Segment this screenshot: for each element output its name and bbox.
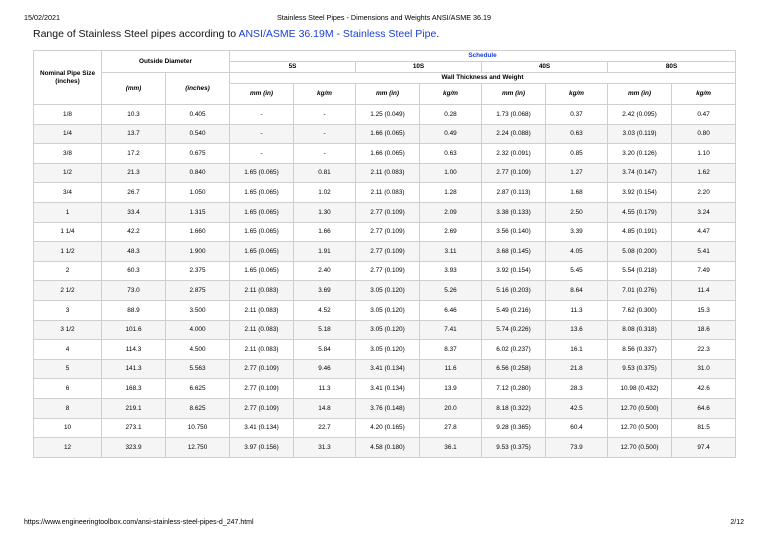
cell-w10: 1.28 xyxy=(420,183,482,203)
cell-t5: 1.65 (0.065) xyxy=(230,261,294,281)
cell-w40: 73.9 xyxy=(546,438,608,458)
cell-w5: 0.81 xyxy=(294,163,356,183)
cell-t40: 1.73 (0.068) xyxy=(482,105,546,125)
standard-link[interactable]: ANSI/ASME 36.19M - Stainless Steel Pipe xyxy=(238,28,437,40)
cell-in: 0.840 xyxy=(166,163,230,183)
cell-w80: 4.47 xyxy=(672,222,736,242)
schedule-40s: 40S xyxy=(482,62,608,73)
col-5s-thickness: mm (in) xyxy=(230,84,294,105)
cell-mm: 48.3 xyxy=(102,242,166,262)
cell-t10: 4.58 (0.180) xyxy=(356,438,420,458)
cell-w80: 0.80 xyxy=(672,124,736,144)
cell-w5: - xyxy=(294,124,356,144)
cell-in: 4.000 xyxy=(166,320,230,340)
cell-w5: 5.18 xyxy=(294,320,356,340)
cell-nps: 1/2 xyxy=(34,163,102,183)
cell-t40: 3.68 (0.145) xyxy=(482,242,546,262)
table-row xyxy=(34,281,736,301)
cell-mm: 101.6 xyxy=(102,320,166,340)
cell-t80: 12.70 (0.500) xyxy=(608,438,672,458)
cell-w40: 0.85 xyxy=(546,144,608,164)
cell-mm: 10.3 xyxy=(102,105,166,125)
cell-w5: 1.91 xyxy=(294,242,356,262)
cell-w10: 0.28 xyxy=(420,105,482,125)
cell-nps: 12 xyxy=(34,438,102,458)
cell-w10: 7.41 xyxy=(420,320,482,340)
col-40s-weight: kg/m xyxy=(546,84,608,105)
cell-t80: 3.20 (0.126) xyxy=(608,144,672,164)
cell-t40: 2.32 (0.091) xyxy=(482,144,546,164)
cell-in: 0.405 xyxy=(166,105,230,125)
cell-w10: 0.49 xyxy=(420,124,482,144)
cell-nps: 1/4 xyxy=(34,124,102,144)
table-row xyxy=(34,124,736,144)
cell-t5: 2.77 (0.109) xyxy=(230,379,294,399)
cell-t40: 2.87 (0.113) xyxy=(482,183,546,203)
cell-nps: 1 1/4 xyxy=(34,222,102,242)
cell-t40: 2.77 (0.109) xyxy=(482,163,546,183)
cell-w40: 5.45 xyxy=(546,261,608,281)
cell-t40: 3.92 (0.154) xyxy=(482,261,546,281)
cell-mm: 26.7 xyxy=(102,183,166,203)
cell-w10: 13.9 xyxy=(420,379,482,399)
cell-t5: 1.65 (0.065) xyxy=(230,202,294,222)
cell-t5: 2.77 (0.109) xyxy=(230,359,294,379)
table-row xyxy=(34,359,736,379)
cell-w10: 2.09 xyxy=(420,202,482,222)
cell-nps: 1/8 xyxy=(34,105,102,125)
cell-w80: 97.4 xyxy=(672,438,736,458)
cell-w40: 2.50 xyxy=(546,202,608,222)
cell-t5: 3.97 (0.156) xyxy=(230,438,294,458)
cell-t5: 1.65 (0.065) xyxy=(230,222,294,242)
page-number: 2/12 xyxy=(730,519,744,526)
cell-t80: 12.70 (0.500) xyxy=(608,418,672,438)
cell-t80: 3.74 (0.147) xyxy=(608,163,672,183)
schedule-5s: 5S xyxy=(230,62,356,73)
cell-w40: 0.63 xyxy=(546,124,608,144)
cell-t5: - xyxy=(230,144,294,164)
cell-w40: 42.5 xyxy=(546,398,608,418)
cell-w40: 21.8 xyxy=(546,359,608,379)
cell-nps: 3 1/2 xyxy=(34,320,102,340)
col-wall-thickness-weight: Wall Thickness and Weight xyxy=(230,73,736,84)
print-title: Stainless Steel Pipes - Dimensions and Weights ANSI/ASME 36.19 xyxy=(277,13,491,22)
cell-nps: 2 xyxy=(34,261,102,281)
cell-mm: 33.4 xyxy=(102,202,166,222)
cell-in: 0.540 xyxy=(166,124,230,144)
cell-w5: 14.8 xyxy=(294,398,356,418)
cell-in: 0.675 xyxy=(166,144,230,164)
col-od-mm: (mm) xyxy=(102,73,166,105)
cell-t80: 8.56 (0.337) xyxy=(608,340,672,360)
cell-mm: 21.3 xyxy=(102,163,166,183)
table-row xyxy=(34,222,736,242)
cell-t80: 7.62 (0.300) xyxy=(608,300,672,320)
cell-t10: 4.20 (0.165) xyxy=(356,418,420,438)
cell-w5: 1.02 xyxy=(294,183,356,203)
cell-t80: 3.03 (0.119) xyxy=(608,124,672,144)
cell-w40: 13.6 xyxy=(546,320,608,340)
cell-mm: 17.2 xyxy=(102,144,166,164)
cell-mm: 219.1 xyxy=(102,398,166,418)
cell-t10: 3.05 (0.120) xyxy=(356,300,420,320)
cell-w5: 5.84 xyxy=(294,340,356,360)
table-row xyxy=(34,105,736,125)
cell-w40: 4.05 xyxy=(546,242,608,262)
cell-t80: 5.08 (0.200) xyxy=(608,242,672,262)
cell-t40: 3.56 (0.140) xyxy=(482,222,546,242)
cell-mm: 42.2 xyxy=(102,222,166,242)
cell-w80: 5.41 xyxy=(672,242,736,262)
cell-t5: 2.11 (0.083) xyxy=(230,340,294,360)
col-80s-thickness: mm (in) xyxy=(608,84,672,105)
col-schedule: Schedule xyxy=(230,51,736,62)
heading-suffix: . xyxy=(436,28,440,40)
cell-w80: 15.3 xyxy=(672,300,736,320)
cell-w80: 42.6 xyxy=(672,379,736,399)
cell-t10: 3.41 (0.134) xyxy=(356,379,420,399)
cell-t80: 7.01 (0.276) xyxy=(608,281,672,301)
cell-nps: 3 xyxy=(34,300,102,320)
cell-t10: 2.77 (0.109) xyxy=(356,261,420,281)
cell-w80: 3.24 xyxy=(672,202,736,222)
cell-t40: 9.53 (0.375) xyxy=(482,438,546,458)
cell-t10: 2.11 (0.083) xyxy=(356,163,420,183)
table-row xyxy=(34,202,736,222)
cell-w80: 7.49 xyxy=(672,261,736,281)
cell-w10: 5.26 xyxy=(420,281,482,301)
cell-in: 10.750 xyxy=(166,418,230,438)
heading-text: Range of Stainless Steel pipes according to xyxy=(33,28,239,40)
cell-w5: - xyxy=(294,105,356,125)
col-5s-weight: kg/m xyxy=(294,84,356,105)
print-footer xyxy=(24,519,744,529)
print-header xyxy=(24,13,744,23)
col-10s-weight: kg/m xyxy=(420,84,482,105)
cell-t80: 12.70 (0.500) xyxy=(608,398,672,418)
schedule-10s: 10S xyxy=(356,62,482,73)
col-40s-thickness: mm (in) xyxy=(482,84,546,105)
cell-t80: 10.98 (0.432) xyxy=(608,379,672,399)
cell-t5: 3.41 (0.134) xyxy=(230,418,294,438)
cell-in: 2.375 xyxy=(166,261,230,281)
cell-w5: 11.3 xyxy=(294,379,356,399)
cell-t10: 3.05 (0.120) xyxy=(356,320,420,340)
cell-w80: 22.3 xyxy=(672,340,736,360)
print-date: 15/02/2021 xyxy=(24,13,60,22)
cell-w80: 64.6 xyxy=(672,398,736,418)
cell-in: 1.900 xyxy=(166,242,230,262)
cell-t80: 4.55 (0.179) xyxy=(608,202,672,222)
cell-t10: 1.66 (0.065) xyxy=(356,124,420,144)
table-row xyxy=(34,320,736,340)
cell-w5: 22.7 xyxy=(294,418,356,438)
table-row xyxy=(34,300,736,320)
cell-t80: 9.53 (0.375) xyxy=(608,359,672,379)
cell-w40: 3.39 xyxy=(546,222,608,242)
cell-w10: 6.46 xyxy=(420,300,482,320)
cell-t5: 2.11 (0.083) xyxy=(230,281,294,301)
cell-w80: 0.47 xyxy=(672,105,736,125)
cell-nps: 3/4 xyxy=(34,183,102,203)
cell-nps: 3/8 xyxy=(34,144,102,164)
table-row xyxy=(34,242,736,262)
cell-w5: 9.46 xyxy=(294,359,356,379)
cell-mm: 60.3 xyxy=(102,261,166,281)
cell-t40: 7.12 (0.280) xyxy=(482,379,546,399)
cell-w5: - xyxy=(294,144,356,164)
pipe-dimensions-table xyxy=(33,50,736,458)
cell-t10: 3.05 (0.120) xyxy=(356,340,420,360)
schedule-80s: 80S xyxy=(608,62,736,73)
cell-in: 12.750 xyxy=(166,438,230,458)
cell-t80: 8.08 (0.318) xyxy=(608,320,672,340)
cell-w80: 11.4 xyxy=(672,281,736,301)
cell-t10: 2.77 (0.109) xyxy=(356,202,420,222)
cell-in: 1.050 xyxy=(166,183,230,203)
cell-t10: 3.05 (0.120) xyxy=(356,281,420,301)
cell-in: 1.315 xyxy=(166,202,230,222)
cell-w40: 8.64 xyxy=(546,281,608,301)
cell-w80: 1.62 xyxy=(672,163,736,183)
table-row xyxy=(34,261,736,281)
cell-in: 5.563 xyxy=(166,359,230,379)
cell-w40: 11.3 xyxy=(546,300,608,320)
table-row xyxy=(34,144,736,164)
cell-t5: 1.65 (0.065) xyxy=(230,163,294,183)
cell-w80: 2.20 xyxy=(672,183,736,203)
cell-mm: 88.9 xyxy=(102,300,166,320)
cell-t10: 1.66 (0.065) xyxy=(356,144,420,164)
cell-t40: 5.74 (0.226) xyxy=(482,320,546,340)
cell-in: 8.625 xyxy=(166,398,230,418)
col-80s-weight: kg/m xyxy=(672,84,736,105)
cell-w5: 1.30 xyxy=(294,202,356,222)
cell-w40: 60.4 xyxy=(546,418,608,438)
cell-t5: - xyxy=(230,124,294,144)
cell-mm: 273.1 xyxy=(102,418,166,438)
cell-mm: 73.0 xyxy=(102,281,166,301)
cell-t40: 6.56 (0.258) xyxy=(482,359,546,379)
cell-t80: 4.85 (0.191) xyxy=(608,222,672,242)
table-row xyxy=(34,340,736,360)
cell-t40: 5.49 (0.216) xyxy=(482,300,546,320)
col-od-inches: (inches) xyxy=(166,73,230,105)
cell-w10: 36.1 xyxy=(420,438,482,458)
cell-mm: 141.3 xyxy=(102,359,166,379)
cell-t5: 1.65 (0.065) xyxy=(230,183,294,203)
cell-t80: 2.42 (0.095) xyxy=(608,105,672,125)
cell-t5: 2.11 (0.083) xyxy=(230,300,294,320)
cell-w40: 0.37 xyxy=(546,105,608,125)
cell-t5: 1.65 (0.065) xyxy=(230,242,294,262)
cell-nps: 4 xyxy=(34,340,102,360)
cell-t10: 2.11 (0.083) xyxy=(356,183,420,203)
cell-t10: 2.77 (0.109) xyxy=(356,242,420,262)
cell-w10: 3.93 xyxy=(420,261,482,281)
cell-in: 6.625 xyxy=(166,379,230,399)
cell-w40: 28.3 xyxy=(546,379,608,399)
cell-w10: 8.37 xyxy=(420,340,482,360)
cell-w5: 4.52 xyxy=(294,300,356,320)
cell-t10: 3.76 (0.148) xyxy=(356,398,420,418)
cell-w5: 2.40 xyxy=(294,261,356,281)
table-row xyxy=(34,398,736,418)
cell-w10: 20.0 xyxy=(420,398,482,418)
table-row xyxy=(34,183,736,203)
cell-mm: 114.3 xyxy=(102,340,166,360)
cell-t40: 3.38 (0.133) xyxy=(482,202,546,222)
cell-w80: 1.10 xyxy=(672,144,736,164)
cell-w10: 2.69 xyxy=(420,222,482,242)
cell-nps: 1 xyxy=(34,202,102,222)
cell-w10: 3.11 xyxy=(420,242,482,262)
cell-w40: 16.1 xyxy=(546,340,608,360)
cell-t10: 2.77 (0.109) xyxy=(356,222,420,242)
cell-t40: 9.28 (0.365) xyxy=(482,418,546,438)
cell-nps: 10 xyxy=(34,418,102,438)
cell-nps: 6 xyxy=(34,379,102,399)
cell-nps: 2 1/2 xyxy=(34,281,102,301)
cell-in: 3.500 xyxy=(166,300,230,320)
cell-nps: 1 1/2 xyxy=(34,242,102,262)
cell-mm: 323.9 xyxy=(102,438,166,458)
cell-w80: 81.5 xyxy=(672,418,736,438)
cell-t80: 3.92 (0.154) xyxy=(608,183,672,203)
cell-w80: 18.6 xyxy=(672,320,736,340)
cell-t5: 2.77 (0.109) xyxy=(230,398,294,418)
table-row xyxy=(34,163,736,183)
cell-t40: 6.02 (0.237) xyxy=(482,340,546,360)
cell-t5: - xyxy=(230,105,294,125)
cell-in: 1.660 xyxy=(166,222,230,242)
cell-nps: 5 xyxy=(34,359,102,379)
table-row xyxy=(34,418,736,438)
cell-nps: 8 xyxy=(34,398,102,418)
table-row xyxy=(34,438,736,458)
cell-w5: 31.3 xyxy=(294,438,356,458)
col-10s-thickness: mm (in) xyxy=(356,84,420,105)
cell-t10: 3.41 (0.134) xyxy=(356,359,420,379)
cell-w80: 31.0 xyxy=(672,359,736,379)
cell-in: 4.500 xyxy=(166,340,230,360)
cell-t80: 5.54 (0.218) xyxy=(608,261,672,281)
page-heading xyxy=(33,28,439,40)
table-row xyxy=(34,379,736,399)
cell-mm: 13.7 xyxy=(102,124,166,144)
cell-w10: 0.63 xyxy=(420,144,482,164)
cell-mm: 168.3 xyxy=(102,379,166,399)
cell-t10: 1.25 (0.049) xyxy=(356,105,420,125)
cell-w40: 1.68 xyxy=(546,183,608,203)
cell-in: 2.875 xyxy=(166,281,230,301)
col-outside-diameter: Outside Diameter xyxy=(102,51,230,73)
footer-url: https://www.engineeringtoolbox.com/ansi-stainless-steel-pipes-d_247.html xyxy=(24,519,254,526)
cell-w5: 1.66 xyxy=(294,222,356,242)
cell-w10: 11.6 xyxy=(420,359,482,379)
cell-t40: 2.24 (0.088) xyxy=(482,124,546,144)
cell-w10: 27.8 xyxy=(420,418,482,438)
cell-t5: 2.11 (0.083) xyxy=(230,320,294,340)
cell-w5: 3.69 xyxy=(294,281,356,301)
col-nominal-size: Nominal Pipe Size (inches) xyxy=(34,51,102,105)
cell-t40: 5.16 (0.203) xyxy=(482,281,546,301)
cell-t40: 8.18 (0.322) xyxy=(482,398,546,418)
cell-w40: 1.27 xyxy=(546,163,608,183)
cell-w10: 1.00 xyxy=(420,163,482,183)
